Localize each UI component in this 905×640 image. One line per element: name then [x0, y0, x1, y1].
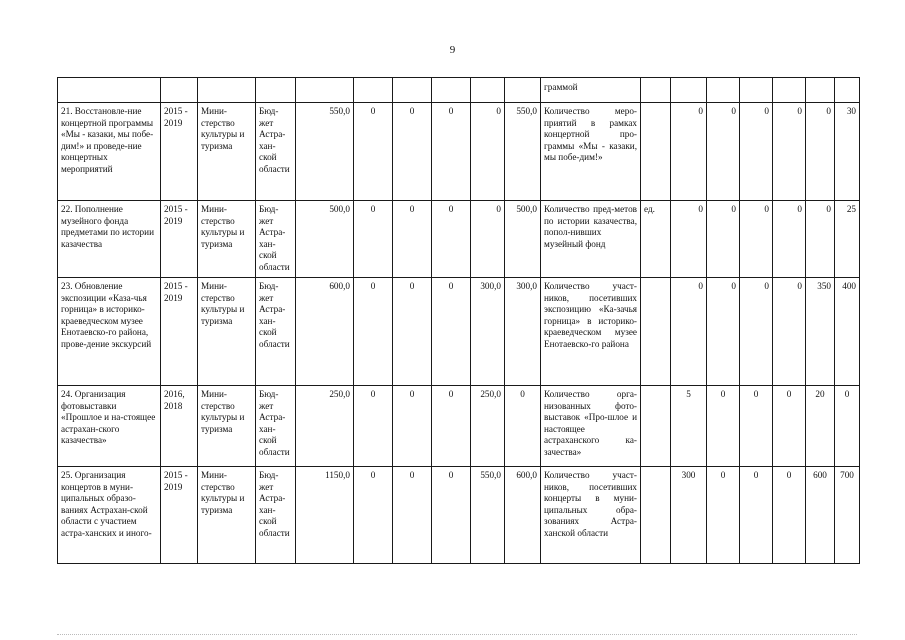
continuation-text: граммой — [541, 78, 641, 103]
unit-cell — [641, 278, 671, 386]
table-row-continuation — [58, 78, 860, 103]
executor-cell: Мини-стерство культуры и туризма — [198, 103, 256, 201]
value-cell: 30 — [835, 103, 860, 201]
unit-cell: ед. — [641, 201, 671, 278]
table-row — [58, 278, 860, 386]
year-2018-cell: 300,0 — [471, 278, 505, 386]
year-2016-cell: 0 — [393, 467, 432, 564]
unit-cell — [641, 467, 671, 564]
value-cell: 0 — [835, 386, 860, 467]
total-cell: 600,0 — [296, 278, 354, 386]
value-cell: 0 — [740, 201, 773, 278]
executor-cell: Мини-стерство культуры и туризма — [198, 278, 256, 386]
table-row — [58, 103, 860, 201]
value-cell: 0 — [707, 278, 740, 386]
value-cell: 0 — [773, 386, 806, 467]
value-cell: 5 — [671, 386, 707, 467]
page-bottom-rule — [57, 634, 857, 635]
year-2016-cell: 0 — [393, 278, 432, 386]
years-cell: 2015 - 2019 — [161, 201, 198, 278]
value-cell: 20 — [806, 386, 835, 467]
year-2015-cell: 0 — [354, 467, 393, 564]
value-cell: 0 — [671, 278, 707, 386]
source-cell: Бюд-жет Астра-хан-ской области — [256, 201, 296, 278]
year-2019-cell: 500,0 — [505, 201, 541, 278]
source-cell: Бюд-жет Астра-хан-ской области — [256, 278, 296, 386]
value-cell: 0 — [671, 103, 707, 201]
years-cell: 2015 - 2019 — [161, 278, 198, 386]
unit-cell — [641, 386, 671, 467]
total-cell: 550,0 — [296, 103, 354, 201]
event-cell: 22. Пополнение музейного фонда предметами по истории казачества — [58, 201, 161, 278]
event-cell: 24. Организация фотовыставки «Прошлое и на-стоящее астрахан-ского казачества» — [58, 386, 161, 467]
value-cell: 0 — [707, 386, 740, 467]
total-cell: 1150,0 — [296, 467, 354, 564]
year-2019-cell: 550,0 — [505, 103, 541, 201]
year-2016-cell: 0 — [393, 103, 432, 201]
year-2018-cell: 550,0 — [471, 467, 505, 564]
indicator-cell: Количество орга-низованных фото-выставок «Про-шлое и настоящее астраханского ка-зачества» — [541, 386, 641, 467]
years-cell: 2015 - 2019 — [161, 467, 198, 564]
years-cell: 2016, 2018 — [161, 386, 198, 467]
executor-cell: Мини-стерство культуры и туризма — [198, 467, 256, 564]
executor-cell: Мини-стерство культуры и туризма — [198, 201, 256, 278]
year-2015-cell: 0 — [354, 103, 393, 201]
year-2015-cell: 0 — [354, 278, 393, 386]
executor-cell: Мини-стерство культуры и туризма — [198, 386, 256, 467]
value-cell: 0 — [773, 467, 806, 564]
value-cell: 0 — [773, 201, 806, 278]
year-2017-cell: 0 — [432, 386, 471, 467]
value-cell: 700 — [835, 467, 860, 564]
year-2019-cell: 300,0 — [505, 278, 541, 386]
year-2019-cell: 0 — [505, 386, 541, 467]
year-2017-cell: 0 — [432, 467, 471, 564]
table-row — [58, 467, 860, 564]
value-cell: 350 — [806, 278, 835, 386]
indicator-cell: Количество участ-ников, посетивших экспозицию «Ка-зачья горница» в историко-краеведческом музее Енотаевско-го района — [541, 278, 641, 386]
table-row — [58, 386, 860, 467]
event-cell: 23. Обновление экспозиции «Каза-чья горница» в историко-краеведческом музее Енотаевско-го района, прове-дение экскурсий — [58, 278, 161, 386]
years-cell: 2015 - 2019 — [161, 103, 198, 201]
year-2019-cell: 600,0 — [505, 467, 541, 564]
page-number: 9 — [449, 44, 456, 56]
value-cell: 0 — [806, 201, 835, 278]
value-cell: 0 — [707, 467, 740, 564]
value-cell: 0 — [806, 103, 835, 201]
year-2018-cell: 250,0 — [471, 386, 505, 467]
year-2017-cell: 0 — [432, 103, 471, 201]
source-cell: Бюд-жет Астра-хан-ской области — [256, 467, 296, 564]
value-cell: 0 — [740, 278, 773, 386]
year-2015-cell: 0 — [354, 201, 393, 278]
value-cell: 600 — [806, 467, 835, 564]
program-table — [57, 77, 860, 564]
indicator-cell: Количество пред-метов по истории казачества, попол-нивших музейный фонд — [541, 201, 641, 278]
table-row — [58, 201, 860, 278]
source-cell: Бюд-жет Астра-хан-ской области — [256, 103, 296, 201]
source-cell: Бюд-жет Астра-хан-ской области — [256, 386, 296, 467]
unit-cell — [641, 103, 671, 201]
value-cell: 300 — [671, 467, 707, 564]
total-cell: 500,0 — [296, 201, 354, 278]
value-cell: 0 — [707, 103, 740, 201]
year-2017-cell: 0 — [432, 201, 471, 278]
year-2016-cell: 0 — [393, 201, 432, 278]
indicator-cell: Количество участ-ников, посетивших концерты в муни-ципальных обра-зованиях Астра-ханской области — [541, 467, 641, 564]
value-cell: 0 — [773, 103, 806, 201]
event-cell: 25. Организация концертов в муни-ципальных образо-ваниях Астрахан-ской области с участием астра-ханских и иного- — [58, 467, 161, 564]
value-cell: 0 — [740, 103, 773, 201]
indicator-cell: Количество меро-приятий в рамках концертной про-граммы «Мы - казаки, мы побе-дим!» — [541, 103, 641, 201]
value-cell: 0 — [773, 278, 806, 386]
total-cell: 250,0 — [296, 386, 354, 467]
value-cell: 0 — [740, 386, 773, 467]
year-2018-cell: 0 — [471, 201, 505, 278]
value-cell: 0 — [740, 467, 773, 564]
event-cell: 21. Восстановле-ние концертной программы «Мы - казаки, мы побе-дим!» и проведе-ние концертных мероприятий — [58, 103, 161, 201]
year-2018-cell: 0 — [471, 103, 505, 201]
year-2016-cell: 0 — [393, 386, 432, 467]
year-2017-cell: 0 — [432, 278, 471, 386]
value-cell: 0 — [671, 201, 707, 278]
value-cell: 0 — [707, 201, 740, 278]
value-cell: 400 — [835, 278, 860, 386]
year-2015-cell: 0 — [354, 386, 393, 467]
value-cell: 25 — [835, 201, 860, 278]
